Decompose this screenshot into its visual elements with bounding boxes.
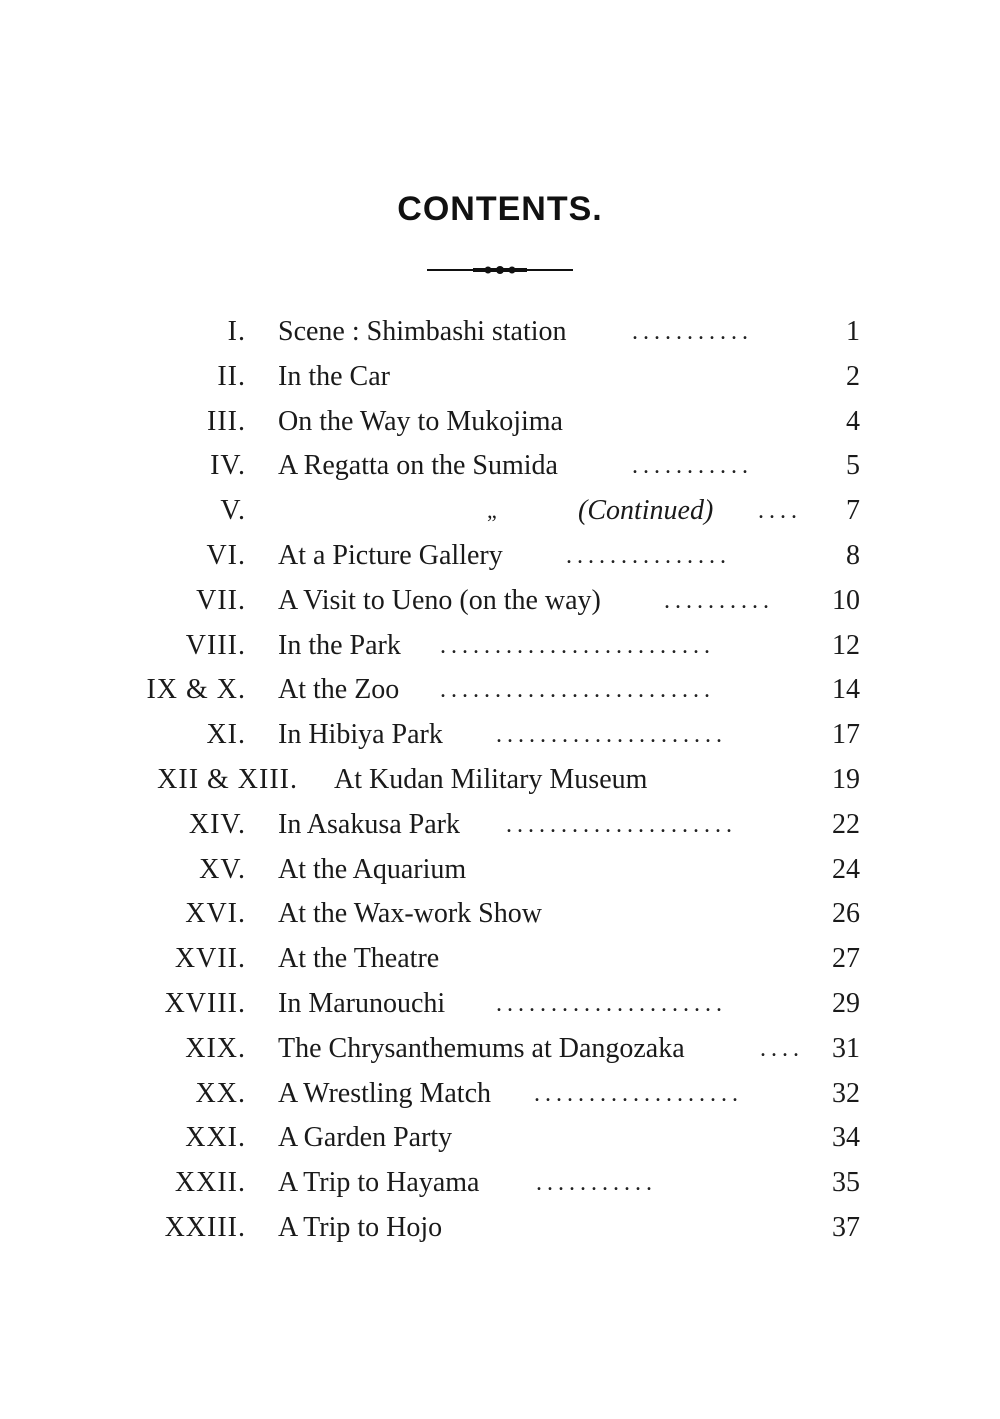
toc-entry[interactable] bbox=[0, 444, 1000, 489]
chapter-number: V. bbox=[220, 495, 246, 527]
toc-entry[interactable] bbox=[0, 624, 1000, 669]
dot-leader: ........... bbox=[536, 1170, 657, 1197]
chapter-number: IX & X. bbox=[146, 674, 246, 706]
toc-entry[interactable] bbox=[0, 310, 1000, 355]
chapter-number: XXII. bbox=[174, 1167, 246, 1199]
dot-leader: ............... bbox=[566, 542, 731, 569]
chapter-number: XVII. bbox=[174, 943, 246, 975]
chapter-title: At Kudan Military Museum bbox=[334, 763, 648, 795]
page-number: 5 bbox=[846, 450, 860, 482]
page-number: 1 bbox=[846, 316, 860, 347]
page-number: 31 bbox=[832, 1032, 860, 1064]
chapter-title: A Trip to Hayama bbox=[278, 1167, 480, 1199]
toc-entry[interactable] bbox=[0, 937, 1000, 982]
page-number: 12 bbox=[832, 629, 860, 661]
chapter-title: A Trip to Hojo bbox=[278, 1211, 443, 1243]
chapter-title: In Marunouchi bbox=[278, 987, 446, 1019]
dot-leader: .... bbox=[758, 498, 802, 525]
ditto-mark: „ bbox=[487, 498, 497, 524]
page-number: 7 bbox=[846, 495, 860, 527]
toc-entry[interactable] bbox=[0, 355, 1000, 400]
page-number: 26 bbox=[832, 898, 860, 930]
toc-entry[interactable] bbox=[0, 713, 1000, 758]
toc-entry[interactable] bbox=[0, 1161, 1000, 1206]
chapter-number: XX. bbox=[195, 1077, 246, 1109]
chapter-number: VI. bbox=[206, 539, 246, 571]
chapter-number: I. bbox=[227, 316, 246, 347]
chapter-number: XI. bbox=[206, 719, 246, 751]
toc-entry[interactable] bbox=[0, 1116, 1000, 1161]
chapter-number: XXIII. bbox=[164, 1211, 246, 1243]
toc-entry[interactable] bbox=[0, 803, 1000, 848]
chapter-title: (Continued) bbox=[578, 495, 714, 527]
dot-leader: ......................... bbox=[440, 677, 715, 704]
chapter-number: IV. bbox=[210, 450, 246, 482]
dot-leader: ................... bbox=[534, 1080, 743, 1107]
page-number: 32 bbox=[832, 1077, 860, 1109]
page-number: 35 bbox=[832, 1167, 860, 1199]
dot-leader: ..................... bbox=[496, 722, 727, 749]
page-number: 14 bbox=[832, 674, 860, 706]
chapter-title: At a Picture Gallery bbox=[278, 539, 503, 571]
chapter-title: Scene : Shimbashi station bbox=[278, 316, 567, 347]
page-number: 8 bbox=[846, 539, 860, 571]
toc-entry[interactable] bbox=[0, 1206, 1000, 1251]
dot-leader: ........... bbox=[632, 319, 753, 345]
chapter-title: A Garden Party bbox=[278, 1122, 453, 1154]
chapter-number: VII. bbox=[196, 584, 246, 616]
dot-leader: ........... bbox=[632, 453, 753, 480]
toc-entry[interactable] bbox=[0, 489, 1000, 534]
toc-entry[interactable] bbox=[0, 758, 1000, 803]
chapter-title: At the Wax-work Show bbox=[278, 898, 542, 930]
toc-entry[interactable] bbox=[0, 579, 1000, 624]
page-title: CONTENTS. bbox=[397, 190, 603, 228]
dot-leader: ..................... bbox=[506, 811, 737, 838]
chapter-number: III. bbox=[207, 405, 246, 437]
chapter-title: At the Aquarium bbox=[278, 853, 467, 885]
toc-entry[interactable] bbox=[0, 892, 1000, 937]
chapter-number: VIII. bbox=[185, 629, 246, 661]
page-number: 34 bbox=[832, 1122, 860, 1154]
chapter-title: A Regatta on the Sumida bbox=[278, 450, 558, 482]
chapter-title: On the Way to Mukojima bbox=[278, 405, 563, 437]
chapter-title: In Asakusa Park bbox=[278, 808, 460, 840]
page-number: 17 bbox=[832, 719, 860, 751]
chapter-number: XXI. bbox=[185, 1122, 246, 1154]
dot-leader: .......... bbox=[664, 587, 774, 614]
toc-entry[interactable] bbox=[0, 1072, 1000, 1117]
toc-entry[interactable] bbox=[0, 534, 1000, 579]
chapter-title: In the Car bbox=[278, 360, 390, 392]
chapter-number: XV. bbox=[199, 853, 246, 885]
chapter-title: At the Zoo bbox=[278, 674, 400, 706]
ornament-rule-icon bbox=[425, 262, 575, 278]
page-number: 2 bbox=[846, 360, 860, 392]
chapter-title: At the Theatre bbox=[278, 943, 440, 975]
dot-leader: .... bbox=[760, 1035, 804, 1062]
page-number: 27 bbox=[832, 943, 860, 975]
chapter-number: XVI. bbox=[185, 898, 246, 930]
page-number: 10 bbox=[832, 584, 860, 616]
toc-entry[interactable] bbox=[0, 400, 1000, 445]
toc-entry[interactable] bbox=[0, 668, 1000, 713]
chapter-title: In Hibiya Park bbox=[278, 719, 443, 751]
chapter-title: The Chrysanthemums at Dangozaka bbox=[278, 1032, 685, 1064]
dot-leader: ..................... bbox=[496, 990, 727, 1017]
toc-entry[interactable] bbox=[0, 1027, 1000, 1072]
page-number: 19 bbox=[832, 763, 860, 795]
page-number: 24 bbox=[832, 853, 860, 885]
chapter-number: XII & XIII. bbox=[157, 763, 298, 795]
page-number: 4 bbox=[846, 405, 860, 437]
page-number: 29 bbox=[832, 987, 860, 1019]
page-number: 22 bbox=[832, 808, 860, 840]
chapter-title: In the Park bbox=[278, 629, 401, 661]
chapter-number: XIX. bbox=[185, 1032, 246, 1064]
chapter-title: A Wrestling Match bbox=[278, 1077, 491, 1109]
toc-entry[interactable] bbox=[0, 848, 1000, 893]
chapter-number: XVIII. bbox=[164, 987, 246, 1019]
page-number: 37 bbox=[832, 1211, 860, 1243]
chapter-title: A Visit to Ueno (on the way) bbox=[278, 584, 601, 616]
chapter-number: II. bbox=[217, 360, 246, 392]
toc-entry[interactable] bbox=[0, 982, 1000, 1027]
chapter-number: XIV. bbox=[188, 808, 246, 840]
table-of-contents bbox=[0, 310, 1000, 1251]
dot-leader: ......................... bbox=[440, 632, 715, 659]
